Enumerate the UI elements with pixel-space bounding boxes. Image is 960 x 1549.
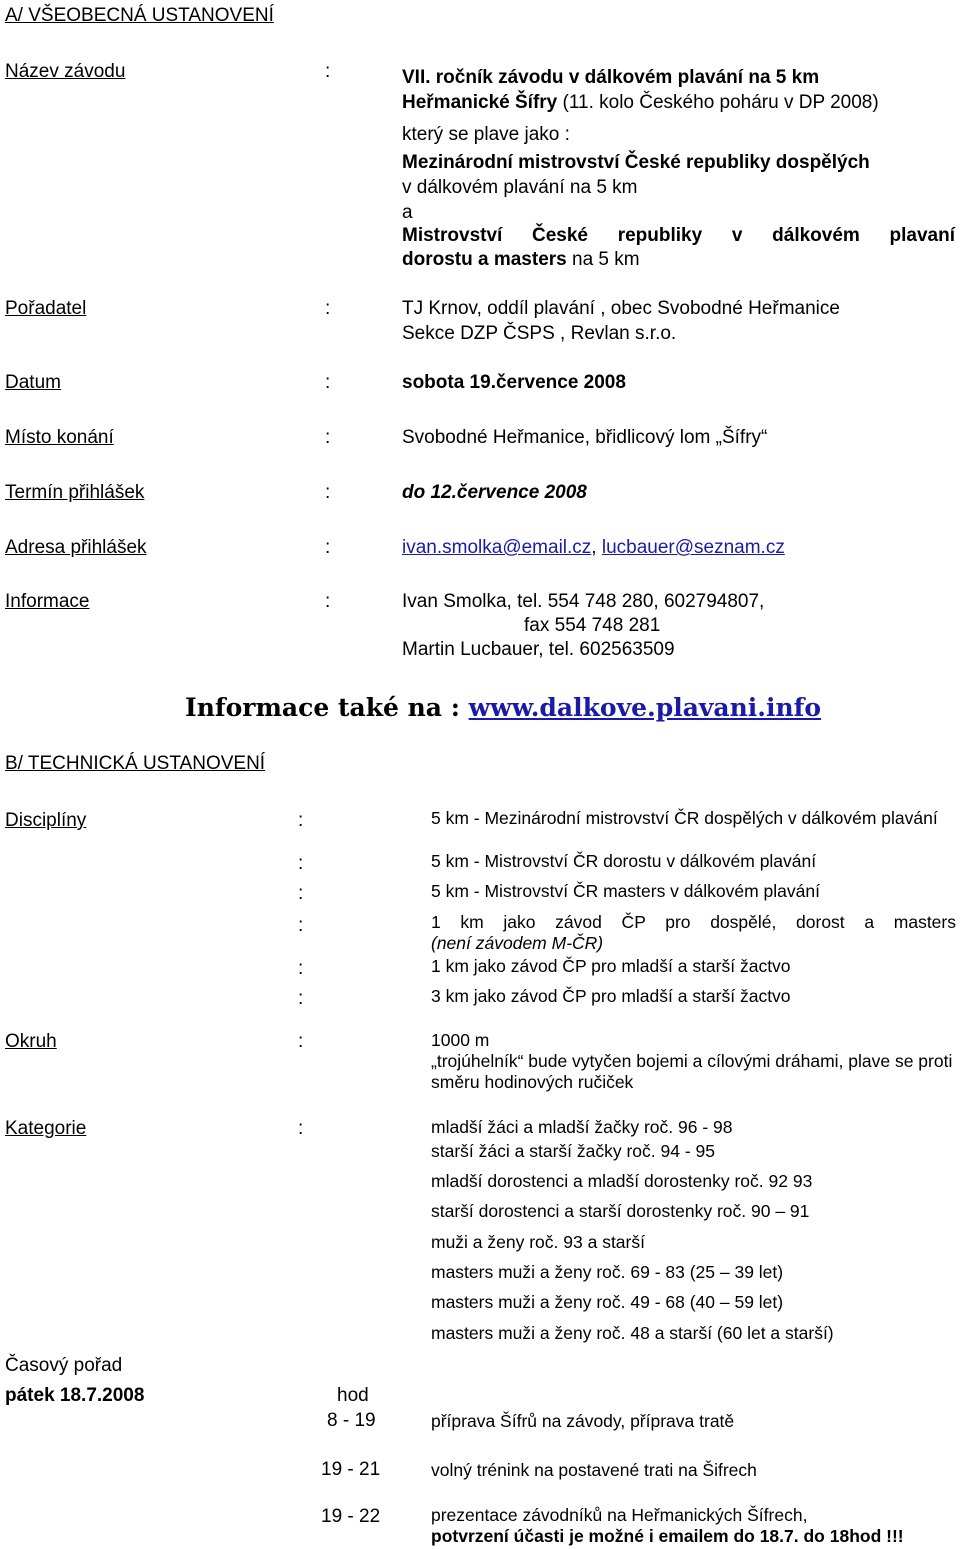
info-line3: Martin Lucbauer, tel. 602563509 — [402, 639, 675, 660]
schedule-text: prezentace závodníků na Heřmanických Šífrech, — [431, 1505, 808, 1525]
label-nazev: Název závodu — [5, 61, 126, 82]
colon: : — [298, 853, 304, 874]
colon: : — [298, 810, 304, 831]
colon: : — [298, 1118, 304, 1139]
label-misto: Místo konání — [5, 427, 114, 448]
label-datum: Datum — [5, 372, 61, 393]
label-discipliny: Disciplíny — [5, 810, 87, 831]
email-link-1[interactable]: ivan.smolka@email.cz — [402, 537, 592, 558]
schedule-text: volný trénink na postavené trati na Šifrech — [431, 1460, 757, 1480]
website-link[interactable]: www.dalkove.plavani.info — [468, 693, 822, 722]
date-value: sobota 19.července 2008 — [402, 372, 626, 393]
course-description: „trojúhelník“ bude vytyčen bojemi a cílovými dráhami, plave se proti směru hodinových ručiček — [431, 1051, 953, 1093]
colon: : — [325, 482, 331, 503]
race-name-line5: v dálkovém plavání na 5 km — [402, 177, 638, 198]
race-name-line7: Mistrovství České republiky v dálkovém plavaní — [402, 225, 955, 246]
organizer-line2: Sekce DZP ČSPS , Revlan s.r.o. — [402, 323, 677, 344]
label-informace: Informace — [5, 591, 90, 612]
email-link-2[interactable]: lucbauer@seznam.cz — [601, 537, 785, 558]
discipline-note: (není závodem M-ČR) — [431, 933, 604, 953]
race-name-line6: a — [402, 202, 413, 223]
category-item: muži a ženy roč. 93 a starší — [431, 1232, 645, 1252]
colon: : — [325, 372, 331, 393]
race-name-line1: VII. ročník závodu v dálkovém plavání na 5 km — [402, 67, 820, 88]
category-item: masters muži a ženy roč. 48 a starší (60 let a starší) — [431, 1323, 834, 1343]
colon: : — [325, 298, 331, 319]
category-item: starší žáci a starší žačky roč. 94 - 95 — [431, 1141, 715, 1161]
category-item: starší dorostenci a starší dorostenky roč. 90 – 91 — [431, 1201, 810, 1221]
colon: : — [325, 537, 331, 558]
race-name-line8: dorostu a masters na 5 km — [402, 249, 640, 270]
race-name-line4: Mezinárodní mistrovství České republiky dospělých — [402, 152, 870, 173]
discipline-item: 5 km - Mistrovství ČR masters v dálkovém plavání — [431, 881, 820, 901]
label-poradatel: Pořadatel — [5, 298, 87, 319]
discipline-item: 1 km jako závod ČP pro dospělé, dorost a masters — [431, 912, 956, 932]
schedule-time: 8 - 19 — [327, 1410, 376, 1431]
category-item: mladší žáci a mladší žačky roč. 96 - 98 — [431, 1117, 733, 1137]
deadline-value: do 12.července 2008 — [402, 482, 587, 503]
schedule-time: 19 - 21 — [321, 1459, 381, 1480]
info-line1: Ivan Smolka, tel. 554 748 280, 602794807, — [402, 591, 765, 612]
colon: : — [298, 958, 304, 979]
race-name-line3: který se plave jako : — [402, 124, 570, 145]
colon: : — [298, 883, 304, 904]
colon: : — [298, 988, 304, 1009]
info-line2: fax 554 748 281 — [524, 615, 661, 636]
label-termin: Termín přihlášek — [5, 482, 145, 503]
course-length: 1000 m — [431, 1030, 490, 1050]
schedule-text: příprava Šífrů na závody, příprava tratě — [431, 1411, 735, 1431]
label-casovy-porad: Časový pořad — [5, 1355, 123, 1376]
colon: : — [325, 427, 331, 448]
discipline-item: 3 km jako závod ČP pro mladší a starší žactvo — [431, 986, 791, 1006]
schedule-time: 19 - 22 — [321, 1506, 381, 1527]
category-item: masters muži a ženy roč. 49 - 68 (40 – 59 let) — [431, 1292, 784, 1312]
colon: : — [298, 1031, 304, 1052]
section-a-title: A/ VŠEOBECNÁ USTANOVENÍ — [5, 5, 274, 26]
email-addresses: ivan.smolka@email.cz, lucbauer@seznam.cz — [402, 537, 785, 558]
race-name-line2: Heřmanické Šífry (11. kolo Českého poháru v DP 2008) — [402, 92, 879, 113]
discipline-item: 5 km - Mistrovství ČR dorostu v dálkovém plavání — [431, 851, 817, 871]
colon: : — [298, 915, 304, 936]
discipline-item: 1 km jako závod ČP pro mladší a starší žactvo — [431, 956, 791, 976]
venue-value: Svobodné Heřmanice, břidlicový lom „Šífry“ — [402, 427, 768, 448]
label-okruh: Okruh — [5, 1031, 57, 1052]
discipline-item: 5 km - Mezinárodní mistrovství ČR dospělých v dálkovém plavání — [431, 808, 938, 828]
schedule-text-bold: potvrzení účasti je možné i emailem do 18.7. do 18hod !!! — [431, 1526, 904, 1546]
section-b-title: B/ TECHNICKÁ USTANOVENÍ — [5, 753, 266, 774]
category-item: mladší dorostenci a mladší dorostenky roč. 92 93 — [431, 1171, 813, 1191]
hour-header: hod — [337, 1385, 369, 1406]
label-kategorie: Kategorie — [5, 1118, 87, 1139]
organizer-line1: TJ Krnov, oddíl plavání , obec Svobodné Heřmanice — [402, 298, 840, 319]
colon: : — [325, 61, 331, 82]
label-adresa: Adresa přihlášek — [5, 537, 147, 558]
web-note: Informace také na : www.dalkove.plavani.info — [185, 693, 822, 722]
category-item: masters muži a ženy roč. 69 - 83 (25 – 39 let) — [431, 1262, 784, 1282]
schedule-day: pátek 18.7.2008 — [5, 1385, 145, 1406]
colon: : — [325, 591, 331, 612]
